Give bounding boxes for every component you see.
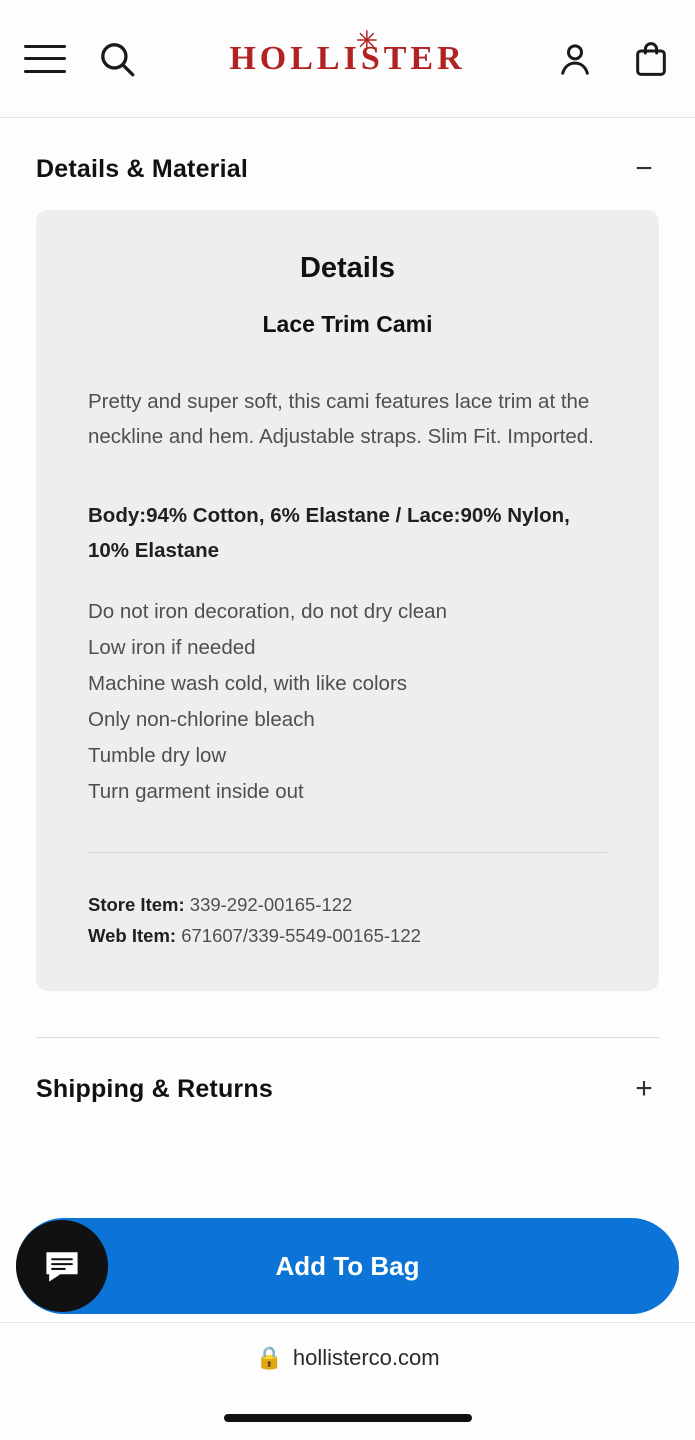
site-header (0, 0, 695, 118)
lock-icon: 🔒 (255, 1345, 283, 1370)
details-panel (36, 210, 659, 991)
list-item: Do not iron decoration, do not dry clean (88, 600, 447, 623)
header-left-group (24, 38, 138, 80)
add-to-bag-button[interactable]: Add To Bag (16, 1218, 679, 1314)
hamburger-icon[interactable] (24, 45, 66, 73)
header-right-group (555, 39, 671, 79)
product-description: Pretty and super soft, this cami features lace trim at the neckline and hem. Adjustable straps. Slim Fit. Imported. (88, 390, 594, 448)
accordion-title-details: Details & Material (36, 154, 249, 183)
details-heading: Details (299, 252, 396, 284)
accordion-shipping-returns[interactable] (36, 1038, 659, 1130)
list-item: Machine wash cold, with like colors (88, 672, 408, 695)
list-item: Only non-chlorine bleach (88, 708, 315, 731)
web-item-value: 671607/339-5549-00165-122 (181, 925, 421, 946)
collapse-minus-icon[interactable]: − (635, 152, 653, 185)
home-indicator (224, 1414, 472, 1422)
store-item-value: 339-292-00165-122 (189, 894, 353, 915)
account-icon[interactable] (555, 39, 595, 79)
store-item-line (88, 889, 607, 920)
web-item-label: Web Item: (88, 925, 177, 946)
star-icon (356, 29, 378, 51)
care-instructions-list (88, 594, 607, 810)
web-item-line (88, 920, 607, 951)
url-display[interactable] (255, 1345, 439, 1371)
accordion-details-material[interactable] (36, 118, 659, 210)
sticky-cta-bar (0, 1210, 695, 1322)
browser-url-bar[interactable] (0, 1322, 695, 1440)
list-item: Tumble dry low (88, 744, 227, 767)
accordion-title-shipping: Shipping & Returns (36, 1074, 273, 1103)
panel-divider (88, 852, 607, 853)
list-item: Turn garment inside out (88, 780, 304, 803)
brand-logo[interactable] (229, 40, 465, 78)
product-name: Lace Trim Cami (262, 311, 433, 337)
shopping-bag-icon[interactable] (631, 39, 671, 79)
brand-logo-text: HOLLISTER (229, 39, 466, 77)
product-composition: Body:94% Cotton, 6% Elastane / Lace:90% Nylon, 10% Elastane (88, 504, 570, 562)
expand-plus-icon[interactable]: + (635, 1072, 653, 1105)
url-text: hollisterco.com (292, 1345, 440, 1370)
chat-icon[interactable] (16, 1220, 108, 1312)
search-icon[interactable] (96, 38, 138, 80)
store-item-label: Store Item: (88, 894, 185, 915)
list-item: Low iron if needed (88, 636, 256, 659)
